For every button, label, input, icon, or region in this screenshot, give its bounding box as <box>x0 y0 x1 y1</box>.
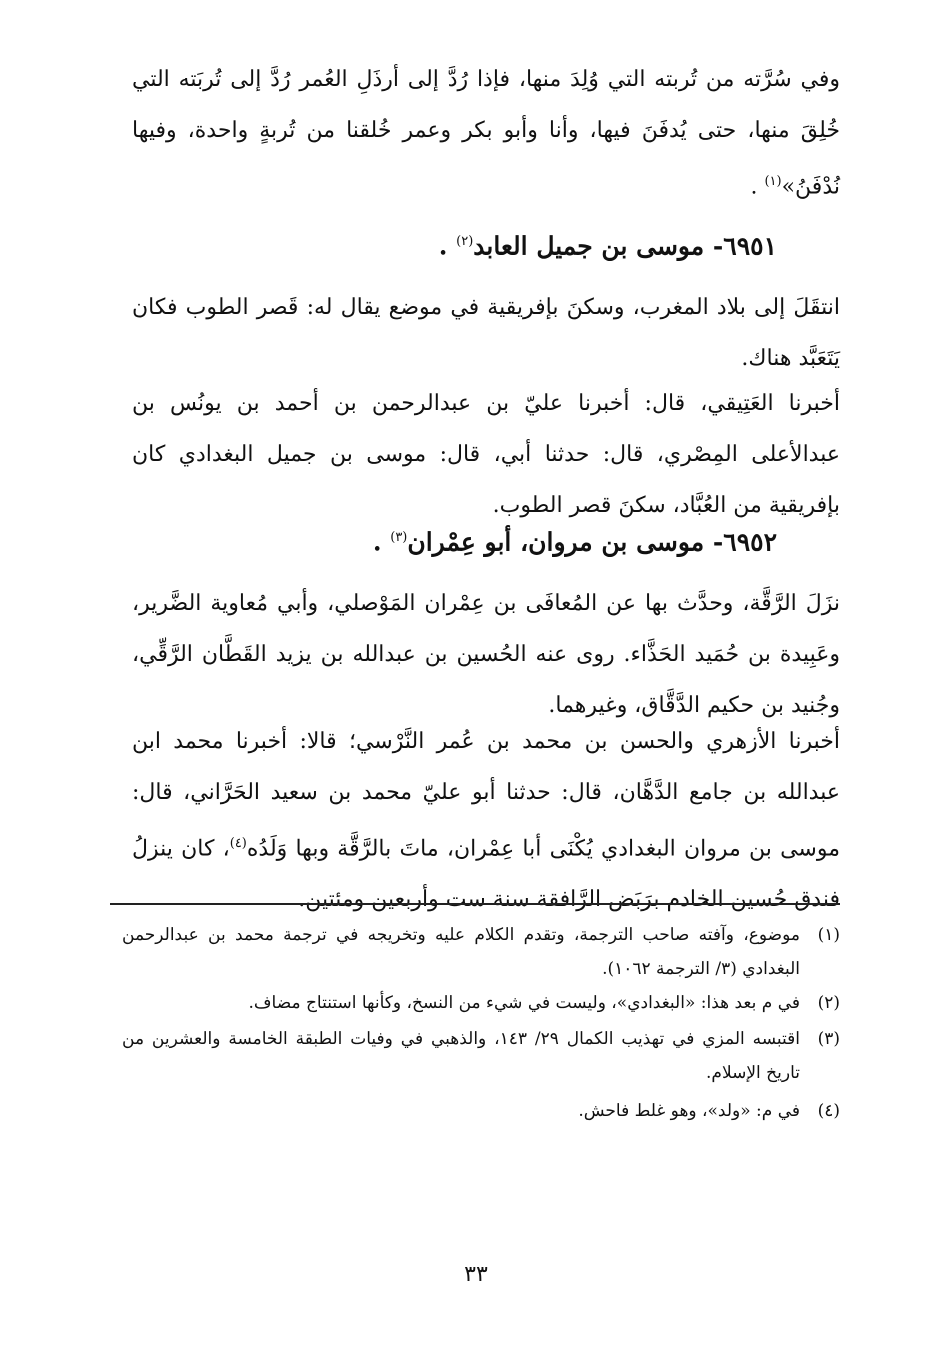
entry-6952-paragraph-2 <box>132 716 840 925</box>
footnote-number: (١) <box>817 925 840 945</box>
entry-6951-paragraph-1: انتقَلَ إلى بلاد المغرب، وسكنَ بإفريقية في موضع يقال له: قَصر الطوب فكان يَتَعَبَّد هناك. <box>132 295 840 371</box>
entry-title-tail: . <box>372 527 391 557</box>
entry-6952-paragraph-1: نزَلَ الرَّقَّة، وحدَّث بها عن المُعافَى بن عِمْران المَوْصلي، وأبي مُعاوية الضَّرير، وعَبِيدة بن حُمَيد الحَذَّاء. روى عنه الحُسين بن عبدالله بن يزيد القَطَّان الرَّقِّي، وجُنيد بن حكيم الدَّقَّاق، وغيرهما. <box>132 591 840 718</box>
footnote-ref: (٢) <box>456 234 474 249</box>
footnote-number: (٢) <box>817 993 840 1013</box>
entry-title: ٦٩٥١- موسى بن جميل العابد <box>473 231 777 261</box>
paragraph-text: أخبرنا الأزهري والحسن بن محمد بن عُمر النَّرْسي؛ قالا: أخبرنا محمد ابن عبدالله بن جامع الدَّهَّان، قال: حدثنا أبو عليّ محمد بن سعيد الحَرَّاني، قال: موسى بن مروان البغدادي يُكْنَى أبا عِمْران، ماتَ بالرَّقَّة وبها وَلَدُه <box>132 729 840 862</box>
footnote-text: في م: «ولد»، وهو غلط فاحش. <box>578 1101 800 1121</box>
footnote-ref: (٤) <box>229 836 247 851</box>
footnote-text: موضوع، وآفته صاحب الترجمة، وتقدم الكلام عليه وتخريجه في ترجمة محمد بن عبدالرحمن البغدادي (٣/ الترجمة ١٠٦٢). <box>122 925 800 979</box>
footnote-4 <box>122 1094 840 1128</box>
intro-text: وفي سُرَّته من تُربته التي وُلِدَ منها، فإذا رُدَّ إلى أرذَلِ العُمر رُدَّ إلى تُربَته التي خُلِقَ منها، حتى يُدفَنَ فيها، وأنا وأبو بكر وعمر خُلقنا من تُربةٍ واحدة، وفيها نُدْفَنُ» <box>132 67 840 200</box>
entry-title-tail: . <box>438 231 457 261</box>
intro-paragraph <box>132 54 840 212</box>
entry-heading-6951 <box>137 222 777 266</box>
footnote-number: (٤) <box>817 1101 840 1121</box>
entry-heading-6952 <box>137 518 777 562</box>
footnote-1 <box>122 918 840 986</box>
footnote-3 <box>122 1022 840 1090</box>
footnote-text: في م بعد هذا: «البغدادي»، وليست في شيء من النسخ، وكأنها استنتاج مضاف. <box>248 993 800 1013</box>
footnote-2 <box>122 986 840 1020</box>
footnote-ref: (١) <box>764 174 782 189</box>
page-number: ٣٣ <box>464 1262 488 1287</box>
footnote-separator <box>110 903 840 905</box>
paragraph-tail: ، كان ينزلُ فندق حُسين الخادم برَبَض الرَّافقة سنة ست وأربعين ومئتين. <box>132 836 840 913</box>
entry-6951-paragraph-2: أخبرنا العَتِيقي، قال: أخبرنا عليّ بن عبدالرحمن بن أحمد بن يونُس بن عبدالأعلى المِصْري، قال: حدثنا أبي، قال: موسى بن جميل البغدادي كان بإفريقية من العُبَّاد، سكنَ قصر الطوب. <box>132 391 840 518</box>
footnote-text: اقتبسه المزي في تهذيب الكمال ٢٩/ ١٤٣، والذهبي في وفيات الطبقة الخامسة والعشرين من تاريخ الإسلام. <box>122 1029 801 1083</box>
footnote-ref: (٣) <box>390 530 408 545</box>
footnote-number: (٣) <box>817 1029 840 1049</box>
intro-tail: . <box>750 174 765 200</box>
entry-title: ٦٩٥٢- موسى بن مروان، أبو عِمْران <box>407 527 777 557</box>
